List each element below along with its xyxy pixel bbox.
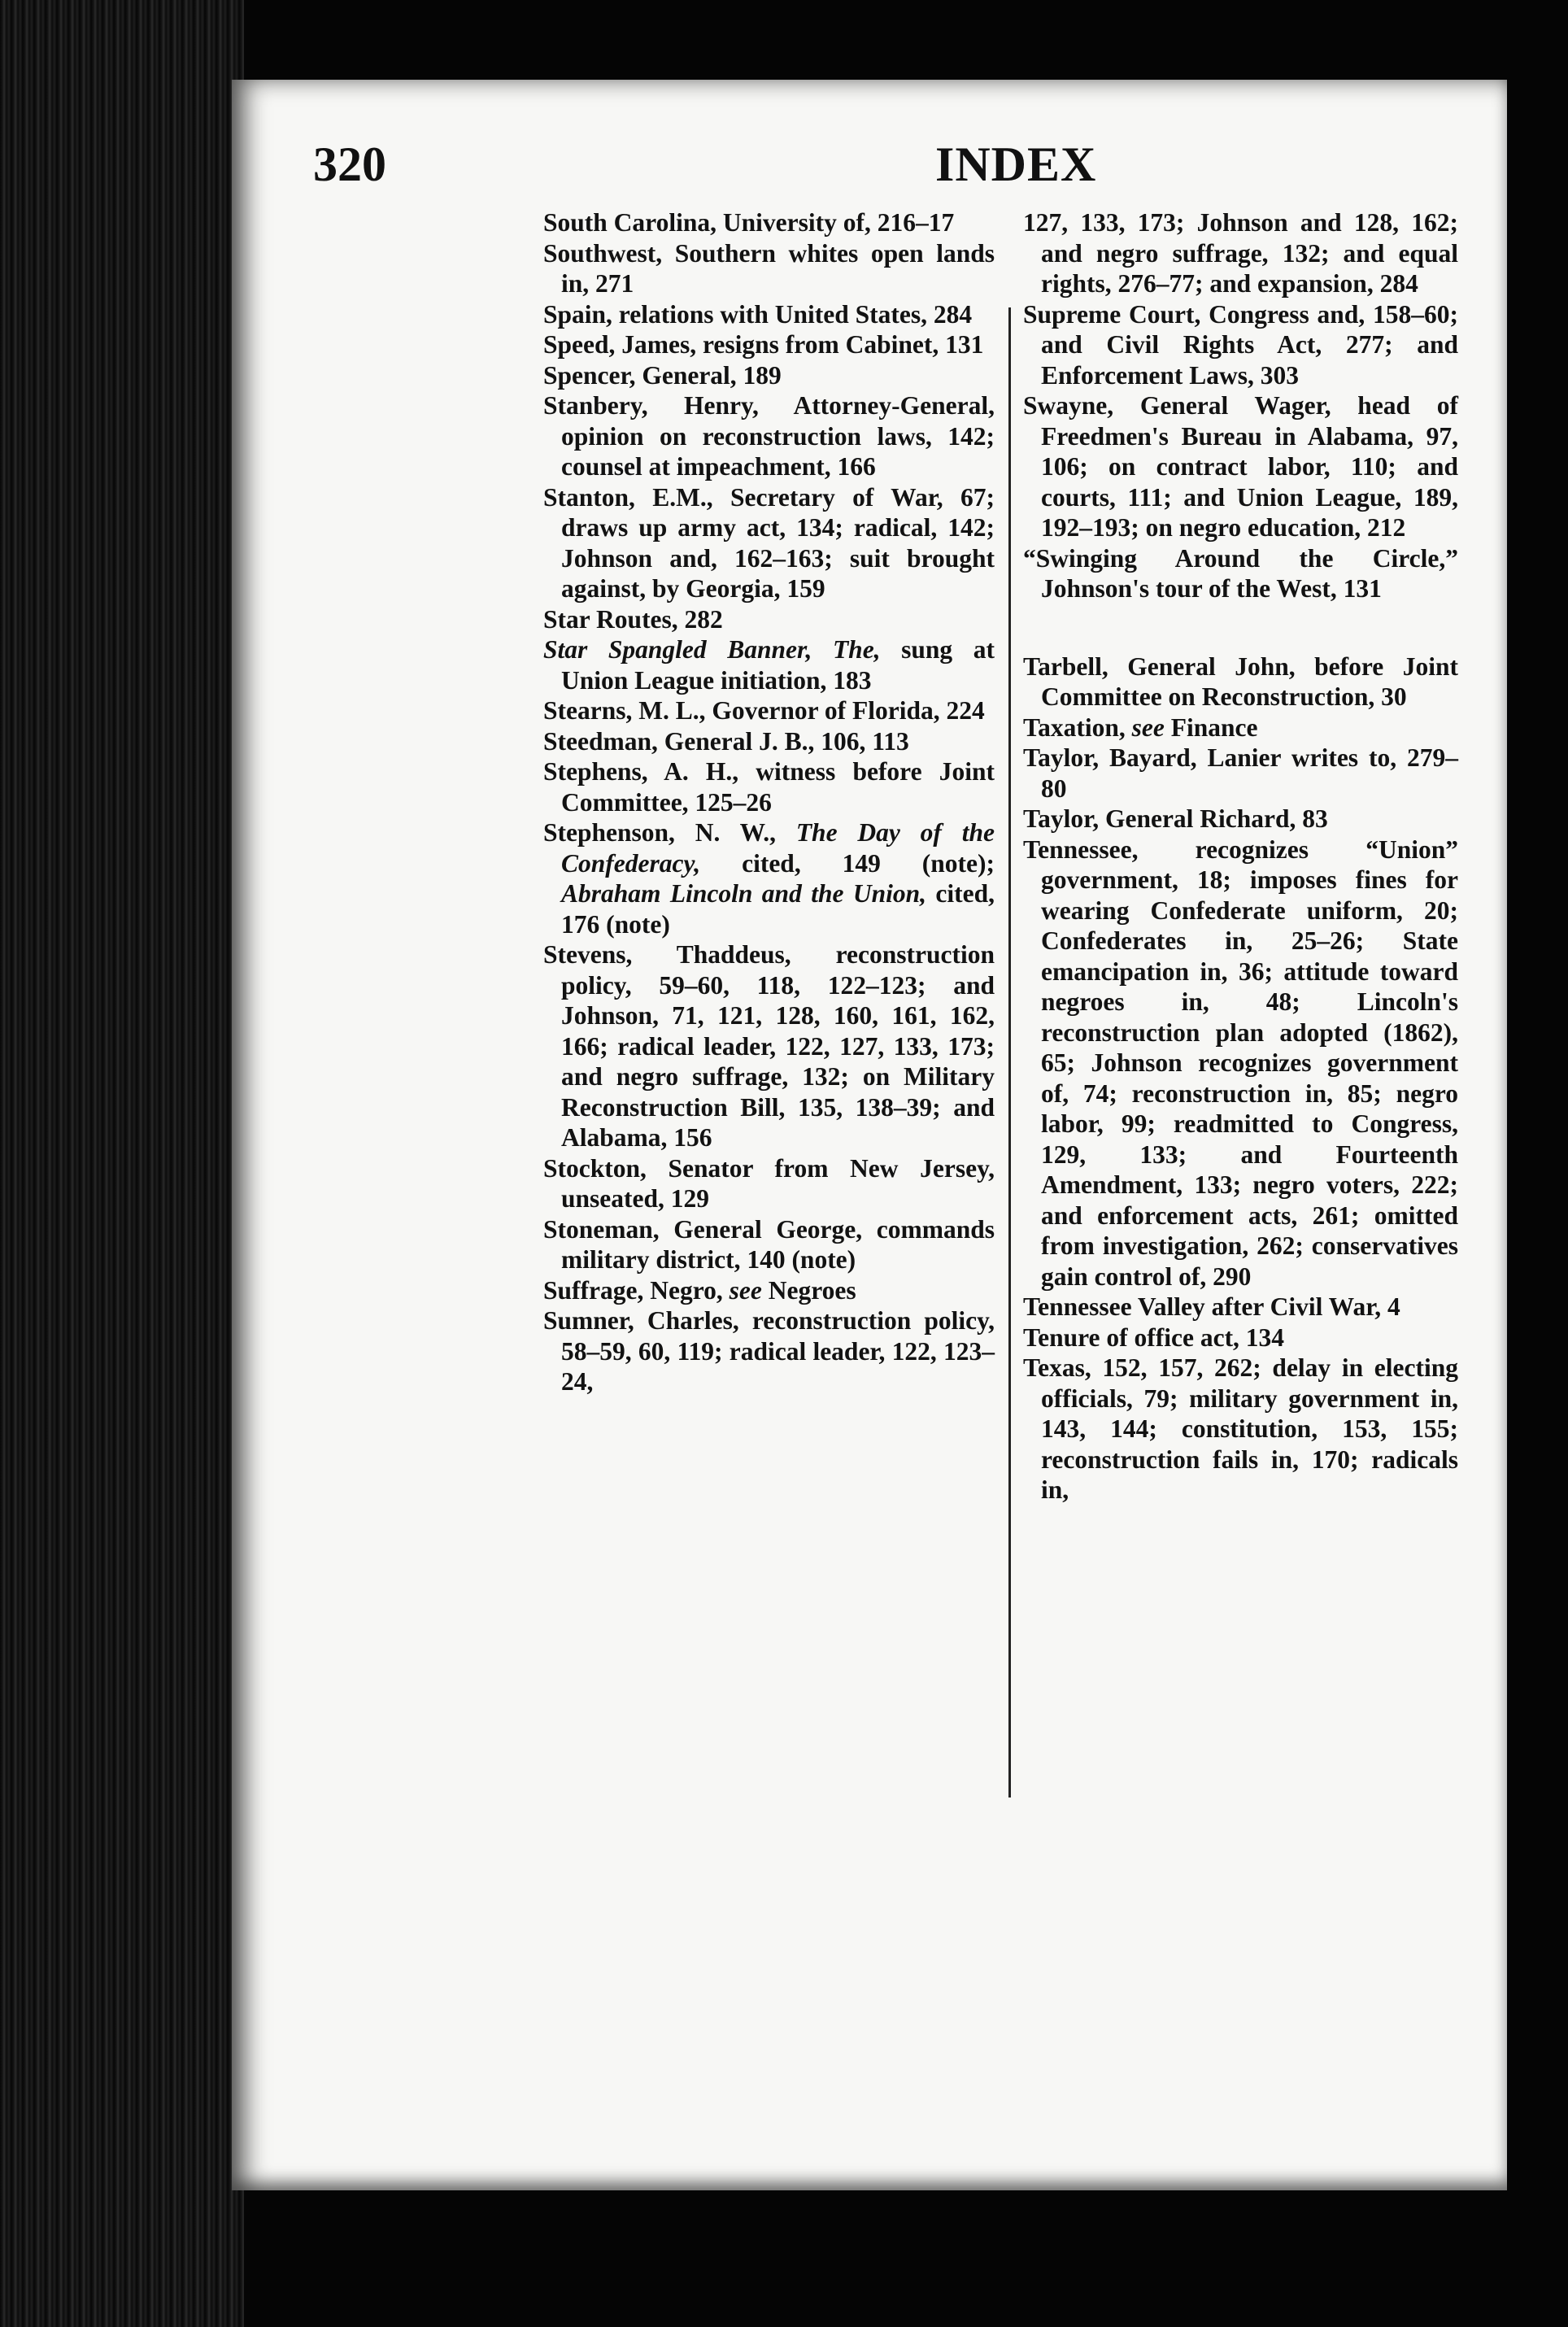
index-entry-text: Steedman, General J. B., 106, 113 bbox=[543, 726, 909, 756]
index-entry-text: Suffrage, Negro, bbox=[543, 1275, 730, 1305]
index-entry-title-italic: The Day of the Confederacy, bbox=[561, 818, 995, 878]
index-entry-text: Southwest, Southern whites open lands in, 271 bbox=[543, 238, 995, 298]
index-entry bbox=[1023, 1292, 1458, 1323]
index-entry-text: Stearns, M. L., Governor of Florida, 224 bbox=[543, 696, 985, 725]
index-entry-title-italic: see bbox=[1131, 712, 1165, 742]
index-entry bbox=[543, 634, 995, 695]
index-entry-text: Taylor, Bayard, Lanier writes to, 279–80 bbox=[1023, 743, 1458, 803]
index-entry-text: Supreme Court, Congress and, 158–60; and Civil Rights Act, 277; and Enforcement Laws, 303 bbox=[1023, 299, 1458, 390]
index-entry-text: Tennessee Valley after Civil War, 4 bbox=[1023, 1292, 1400, 1321]
index-entry bbox=[543, 756, 995, 817]
index-entry bbox=[543, 329, 995, 360]
letter-section-gap bbox=[1023, 604, 1458, 651]
index-entry-text: Stoneman, General George, commands military district, 140 (note) bbox=[543, 1214, 995, 1274]
index-entry-text: Tenure of office act, 134 bbox=[1023, 1323, 1285, 1352]
index-entry bbox=[1023, 834, 1458, 1292]
index-entry-text: Spencer, General, 189 bbox=[543, 360, 782, 390]
index-entry-text: Negroes bbox=[761, 1275, 856, 1305]
index-entry-text: Stockton, Senator from New Jersey, unseated, 129 bbox=[543, 1153, 995, 1213]
index-entry-text: Star Routes, 282 bbox=[543, 604, 723, 634]
index-entry-text: Stanton, E.M., Secretary of War, 67; draws up army act, 134; radical, 142; Johnson and, 162–163; suit brought against, by Georgia, 159 bbox=[543, 482, 995, 603]
index-entry bbox=[543, 360, 995, 391]
index-entry bbox=[1023, 651, 1458, 712]
index-entry bbox=[543, 604, 995, 635]
index-entry-text: Taylor, General Richard, 83 bbox=[1023, 804, 1328, 833]
index-entry bbox=[543, 390, 995, 482]
index-entry-text: Texas, 152, 157, 262; delay in electing officials, 79; military government in, 143, 144; constitution, 153, 155; reconstruction fails in, 170; radicals in, bbox=[1023, 1353, 1458, 1504]
index-entry bbox=[543, 1275, 995, 1306]
index-entry-title-italic: Abraham Lincoln and the Union, bbox=[561, 879, 926, 908]
index-entry bbox=[1023, 1323, 1458, 1353]
index-entry bbox=[543, 726, 995, 757]
index-entry bbox=[1023, 743, 1458, 804]
index-entry bbox=[543, 207, 995, 238]
index-column-right bbox=[1023, 207, 1458, 1506]
index-entry-text: Stephenson, N. W., bbox=[543, 818, 796, 847]
index-entry-text: Tarbell, General John, before Joint Committee on Reconstruction, 30 bbox=[1023, 651, 1458, 711]
index-entry-text: Swayne, General Wager, head of Freedmen's Bureau in Alabama, 97, 106; on contract labor, 110; and courts, 111; and Union League, 189, 192–193; on negro education, 212 bbox=[1023, 391, 1458, 542]
index-entry bbox=[543, 939, 995, 1153]
index-column-left bbox=[543, 207, 995, 1397]
index-entry-text: Spain, relations with United States, 284 bbox=[543, 299, 973, 329]
index-entry-text: sung at Union League initiation, 183 bbox=[561, 635, 995, 695]
index-entry-title-italic: Star Spangled Banner, The, bbox=[543, 635, 881, 664]
index-entry bbox=[543, 1305, 995, 1397]
index-entry-text: 127, 133, 173; Johnson and 128, 162; and negro suffrage, 132; and equal rights, 276–77; and expansion, 284 bbox=[1023, 208, 1458, 298]
index-entry bbox=[543, 238, 995, 299]
index-entry bbox=[1023, 207, 1458, 299]
column-divider bbox=[1008, 307, 1011, 1798]
index-entry bbox=[543, 817, 995, 939]
index-entry bbox=[1023, 804, 1458, 834]
index-entry-text: Stanbery, Henry, Attorney-General, opinion on reconstruction laws, 142; counsel at impeachment, 166 bbox=[543, 391, 995, 481]
index-entry-text: Tennessee, recognizes “Union” government, 18; imposes fines for wearing Confederate uniform, 20; Confederates in, 25–26; State emancipation in, 36; attitude toward negroes in, 48; Lincoln's reconstruction plan adopted (1862), 65; Johnson recognizes government of, 74; reconstruction in, 85; negro labor, 99; readmitted to Congress, 129, 133; and Fourteenth Amendment, 133; negro voters, 222; and enforcement acts, 261; omitted from investigation, 262; conservatives gain control of, 290 bbox=[1023, 834, 1458, 1291]
index-entry-text: “Swinging Around the Circle,” Johnson's tour of the West, 131 bbox=[1023, 543, 1458, 603]
index-entry bbox=[1023, 390, 1458, 543]
index-entry bbox=[1023, 543, 1458, 604]
index-entry bbox=[1023, 1353, 1458, 1506]
index-entry bbox=[543, 482, 995, 604]
index-entry-text: Stephens, A. H., witness before Joint Committee, 125–26 bbox=[543, 757, 995, 817]
index-entry-text: South Carolina, University of, 216–17 bbox=[543, 208, 955, 237]
page-number: 320 bbox=[313, 137, 386, 191]
index-entry bbox=[543, 695, 995, 726]
index-entry-text: cited, 149 (note); bbox=[700, 848, 995, 878]
index-entry-title-italic: see bbox=[729, 1275, 762, 1305]
index-entry bbox=[543, 1153, 995, 1214]
index-entry-text: Sumner, Charles, reconstruction policy, 58–59, 60, 119; radical leader, 122, 123–24, bbox=[543, 1306, 995, 1396]
index-entry bbox=[1023, 299, 1458, 391]
index-entry-text: cited, 176 (note) bbox=[561, 879, 995, 939]
index-entry-text: Taxation, bbox=[1023, 712, 1132, 742]
page-title: INDEX bbox=[935, 137, 1097, 191]
index-entry bbox=[543, 299, 995, 330]
index-entry bbox=[1023, 712, 1458, 743]
index-entry-text: Finance bbox=[1164, 712, 1258, 742]
index-entry bbox=[543, 1214, 995, 1275]
book-binding bbox=[0, 0, 244, 2327]
index-entry-text: Speed, James, resigns from Cabinet, 131 bbox=[543, 330, 984, 359]
index-entry-text: Stevens, Thaddeus, reconstruction policy, 59–60, 118, 122–123; and Johnson, 71, 121, 128, 160, 161, 162, 166; radical leader, 122, 127, 133, 173; and negro suffrage, 132; on Military Reconstruction Bill, 135, 138–39; and Alabama, 156 bbox=[543, 940, 995, 1152]
